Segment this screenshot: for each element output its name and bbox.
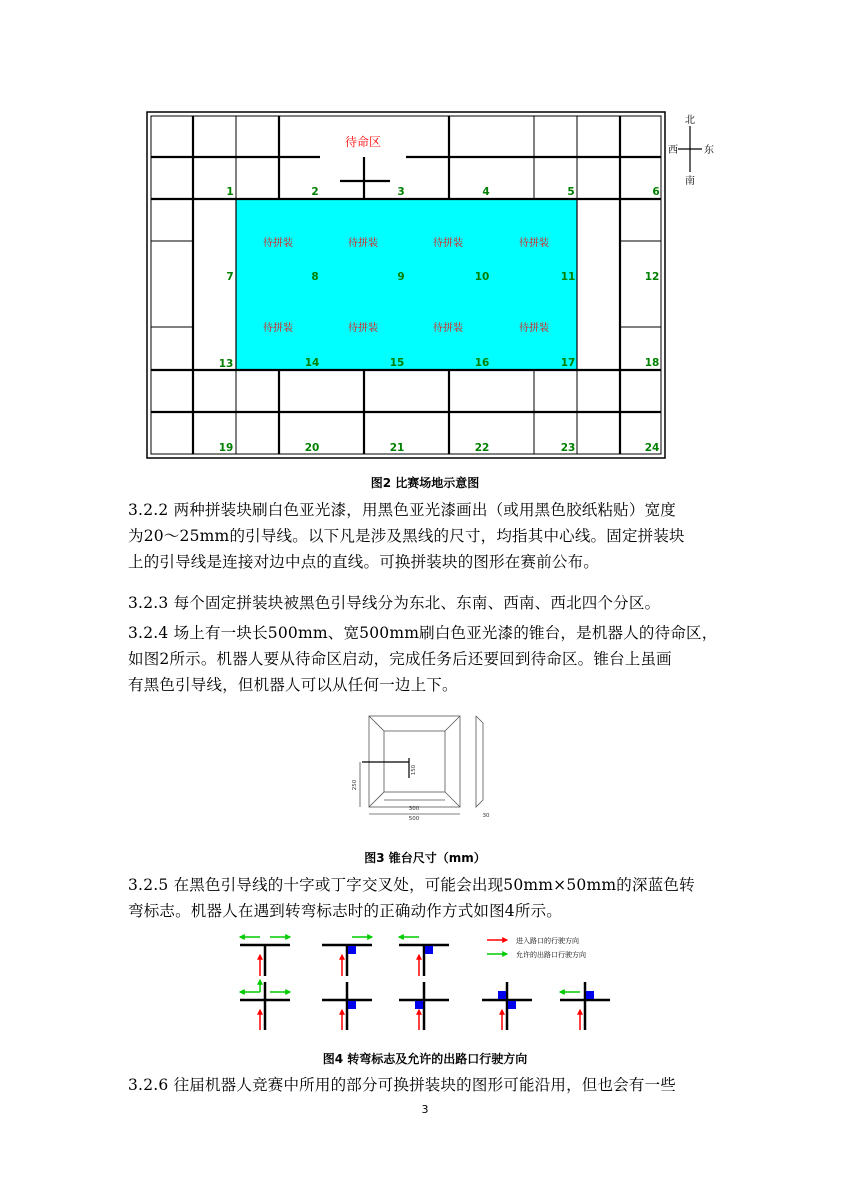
node-number: 18 (644, 357, 660, 369)
node-number: 9 (397, 271, 405, 283)
turn-case-cross-mark-double (482, 982, 532, 1030)
block-label: 待拼装 (348, 323, 378, 334)
node-number: 12 (644, 271, 660, 283)
figure3-caption: 图3 锥台尺寸（mm） (364, 851, 486, 865)
standby-zone-label: 待命区 (344, 135, 382, 149)
paragraph-line: 3.2.2 两种拼装块刷白色亚光漆，用黑色亚光漆画出（或用黑色胶纸粘贴）宽度 (128, 501, 676, 519)
paragraph-line: 3.2.6 往届机器人竞赛中所用的部分可换拼装块的图形可能沿用，但也会有一些 (128, 1076, 676, 1094)
node-number: 16 (474, 357, 490, 369)
turn-case-cross-mark-upper (560, 982, 610, 1030)
dim-500: 500 (408, 816, 420, 822)
node-number: 22 (474, 442, 490, 454)
node-number: 24 (644, 442, 660, 454)
turn-mark (508, 1001, 516, 1009)
block-label: 待拼装 (348, 238, 378, 249)
node-number: 3 (397, 186, 405, 198)
block-label: 待拼装 (433, 238, 463, 249)
node-number: 10 (474, 271, 490, 283)
turn-mark (348, 946, 356, 954)
paragraph-3-2-2 (128, 497, 728, 575)
node-number: 7 (226, 271, 234, 283)
figure2-caption: 图2 比赛场地示意图 (370, 476, 480, 490)
turn-case-cross-mark-left (399, 982, 449, 1030)
paragraph-3-2-6 (128, 1072, 728, 1098)
legend-entry-label: 进入路口的行驶方向 (516, 937, 579, 945)
paragraph-line: 为20～25mm的引导线。以下凡是涉及黑线的尺寸，均指其中心线。固定拼装块 (128, 527, 685, 545)
turn-mark-diagram (230, 926, 630, 1038)
frustum-diagram (340, 712, 500, 822)
legend-exit-label: 允许的出路口行驶方向 (516, 951, 586, 959)
node-number: 14 (304, 357, 320, 369)
paragraph-3-2-5 (128, 872, 728, 924)
node-number: 19 (218, 442, 234, 454)
block-label: 待拼装 (263, 238, 293, 249)
node-number: 5 (567, 186, 575, 198)
turn-case-t-mark-right (322, 937, 372, 976)
paragraph-3-2-3 (128, 590, 728, 616)
block-label: 待拼装 (519, 323, 549, 334)
turn-case-t-mark-left (399, 937, 449, 976)
dim-300: 300 (408, 806, 420, 812)
legend (487, 936, 586, 959)
turn-case-cross-mark-right (322, 982, 372, 1030)
compass-north: 北 (685, 115, 695, 126)
node-number: 17 (560, 357, 576, 369)
node-number: 20 (304, 442, 320, 454)
paragraph-line: 3.2.3 每个固定拼装块被黑色引导线分为东北、东南、西南、西北四个分区。 (128, 594, 661, 612)
compass-south: 南 (685, 176, 695, 187)
node-number: 13 (218, 358, 234, 370)
dim-30: 30 (482, 813, 490, 819)
dim-150: 150 (411, 764, 417, 776)
node-number: 23 (560, 442, 576, 454)
node-number: 15 (389, 357, 405, 369)
turn-case-t-plain (240, 937, 290, 976)
node-number: 2 (311, 186, 319, 198)
paragraph-3-2-4 (128, 620, 728, 698)
compass (668, 114, 714, 187)
node-number: 6 (652, 186, 660, 198)
compass-east: 东 (704, 145, 714, 156)
block-label: 待拼装 (263, 323, 293, 334)
paragraph-line: 有黑色引导线，但机器人可以从任何一边上下。 (128, 676, 458, 694)
node-number: 4 (482, 186, 490, 198)
turn-mark (415, 1001, 423, 1009)
node-number: 21 (389, 442, 405, 454)
frustum-side-view (476, 716, 483, 807)
paragraph-line: 弯标志。机器人在遇到转弯标志时的正确动作方式如图4所示。 (128, 902, 562, 920)
node-number: 1 (226, 186, 234, 198)
turn-mark (348, 1001, 356, 1009)
node-number: 8 (311, 271, 319, 283)
node-number: 11 (560, 271, 576, 283)
paragraph-line: 3.2.5 在黑色引导线的十字或丁字交叉处，可能会出现50mm×50mm的深蓝色转 (128, 876, 695, 894)
turn-case-cross-plain (240, 980, 290, 1030)
figure4-caption: 图4 转弯标志及允许的出路口行驶方向 (322, 1052, 528, 1066)
block-label: 待拼装 (433, 323, 463, 334)
turn-mark (498, 991, 506, 999)
paragraph-line: 如图2所示。机器人要从待命区启动，完成任务后还要回到待命区。锥台上虽画 (128, 650, 672, 668)
turn-mark (586, 991, 594, 999)
block-label: 待拼装 (519, 238, 549, 249)
paragraph-line: 3.2.4 场上有一块长500mm、宽500mm刷白色亚光漆的锥台，是机器人的待命区， (128, 624, 718, 642)
block-area (236, 199, 577, 370)
dim-250: 250 (352, 779, 358, 791)
turn-mark (425, 946, 433, 954)
page-number: 3 (421, 1103, 429, 1116)
paragraph-line: 上的引导线是连接对边中点的直线。可换拼装块的图形在赛前公布。 (128, 553, 600, 571)
arena-diagram (140, 105, 730, 467)
compass-west: 西 (668, 145, 678, 156)
